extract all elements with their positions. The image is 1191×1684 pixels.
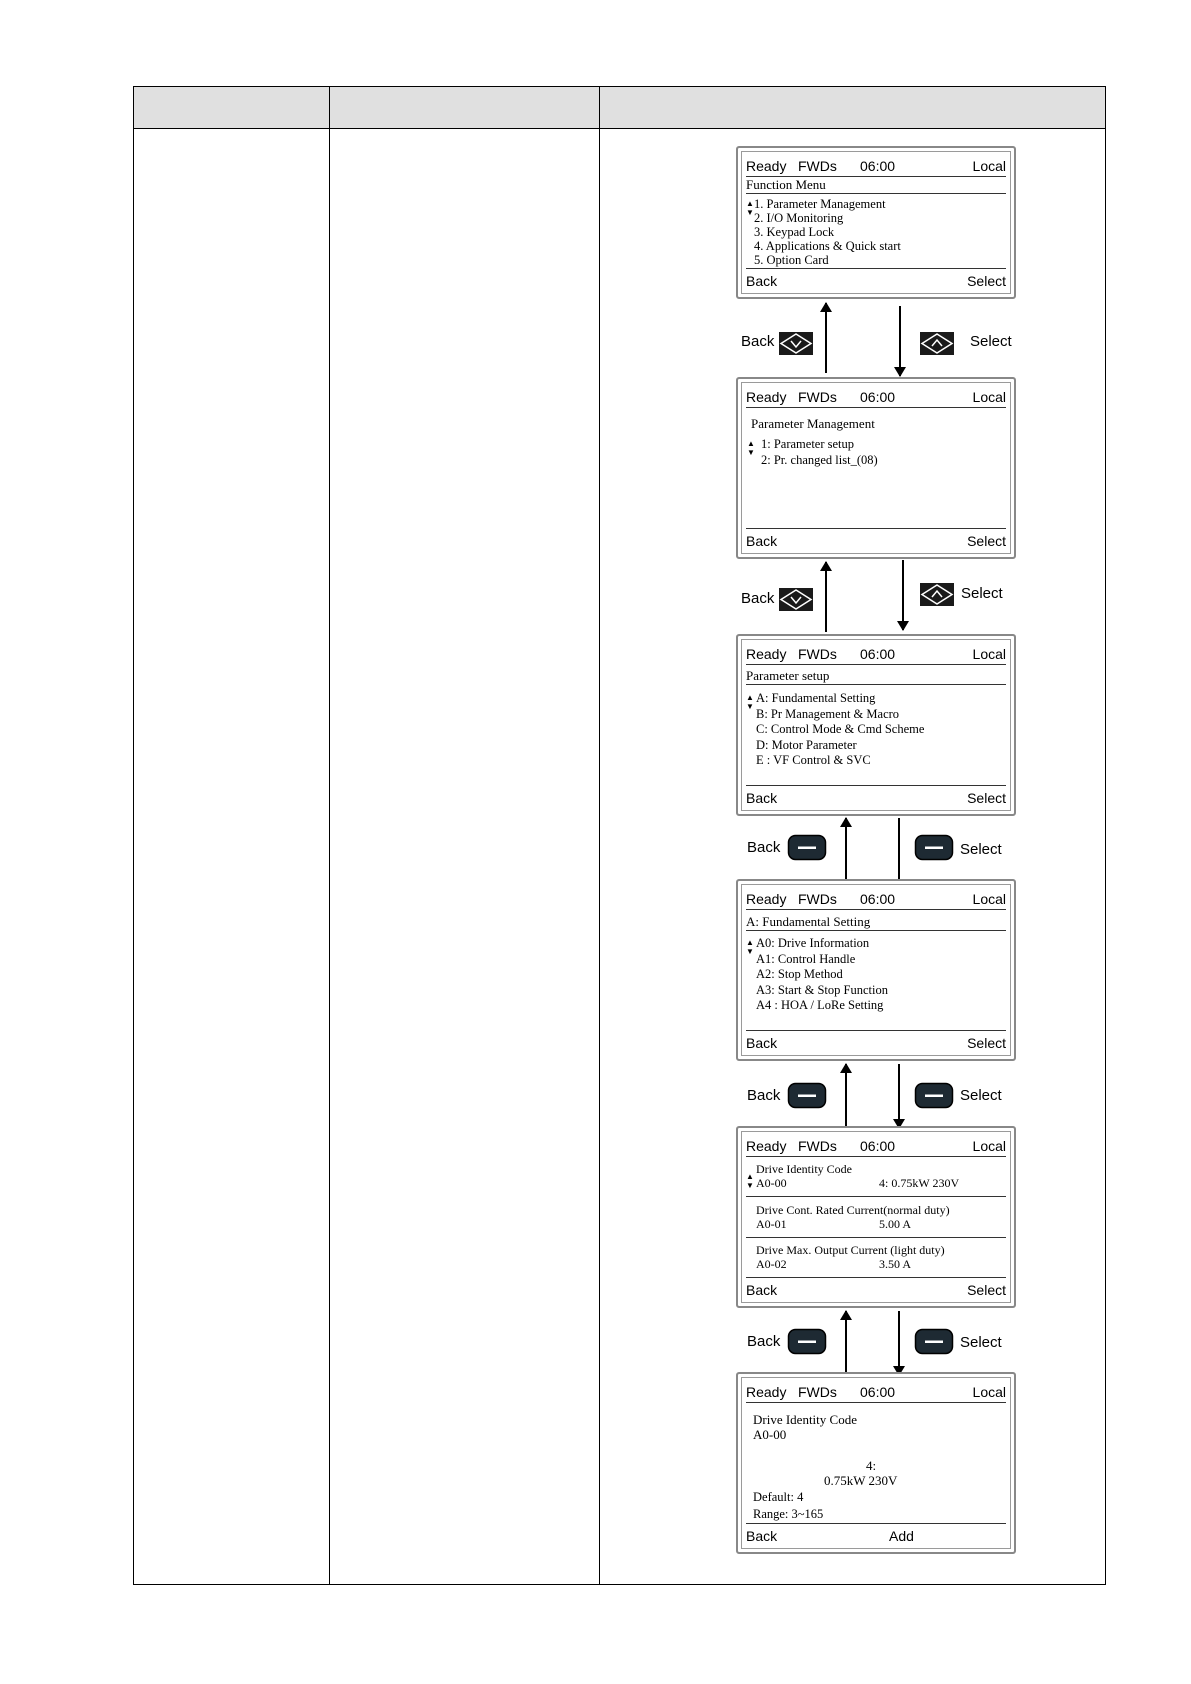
soft-key-bar — [746, 1030, 1006, 1053]
back-label: Back — [741, 590, 775, 607]
status-bar: Ready FWDs 06:00 Local — [746, 889, 1006, 910]
value-index[interactable]: 4: — [866, 1458, 877, 1473]
menu-item[interactable]: A0: Drive Information — [756, 936, 870, 950]
select-arrow — [898, 1064, 900, 1128]
param-code: A0-02 — [756, 1257, 787, 1271]
up-key-icon[interactable] — [920, 583, 954, 606]
back-softkey[interactable]: Back — [746, 1035, 778, 1051]
select-softkey[interactable]: Select — [967, 1282, 1006, 1298]
menu-item[interactable]: 1. Parameter Management — [754, 197, 886, 211]
back-softkey[interactable]: Back — [746, 273, 778, 289]
menu-item[interactable]: A2: Stop Method — [756, 967, 843, 981]
select-arrow — [899, 306, 901, 376]
status-bar: Ready FWDs 06:00 Local — [746, 644, 1006, 665]
column-divider — [329, 87, 330, 1584]
param-value: 5.00 A — [879, 1217, 912, 1231]
menu-item[interactable]: 3. Keypad Lock — [754, 225, 835, 239]
param-name[interactable]: Drive Identity Code — [756, 1162, 852, 1176]
back-softkey[interactable]: Back — [746, 1282, 778, 1298]
soft-key-bar — [746, 528, 1006, 551]
value-range: Range: 3~165 — [753, 1507, 824, 1521]
soft-key-bar — [746, 1277, 1006, 1300]
document-table — [133, 86, 1106, 1585]
menu-item[interactable]: C: Control Mode & Cmd Scheme — [756, 722, 925, 736]
default-value: Default: 4 — [753, 1490, 804, 1504]
column-divider — [599, 87, 600, 1584]
param-code: A0-00 — [756, 1176, 787, 1190]
param-value: 3.50 A — [879, 1257, 912, 1271]
select-label: Select — [960, 841, 1002, 858]
screen-parameter-setup — [736, 634, 1016, 816]
scroll-updown-icon: ▲ ▼ — [746, 1172, 754, 1190]
param-code: A0-00 — [753, 1427, 787, 1442]
menu-item[interactable]: A1: Control Handle — [756, 952, 856, 966]
enter-key-icon[interactable] — [914, 1082, 954, 1109]
select-arrow — [898, 1311, 900, 1375]
select-softkey[interactable]: Select — [967, 1035, 1006, 1051]
down-key-icon[interactable] — [779, 588, 813, 611]
param-name[interactable]: Drive Cont. Rated Current(normal duty) — [756, 1203, 950, 1217]
screen-drive-information — [736, 1126, 1016, 1308]
param-code: A0-01 — [756, 1217, 787, 1231]
screen-fundamental-setting — [736, 879, 1016, 1061]
screen-title: A: Fundamental Setting — [746, 913, 1006, 931]
divider — [746, 1237, 1006, 1238]
enter-key-icon[interactable] — [787, 1328, 827, 1355]
screen-function-menu — [736, 146, 1016, 299]
back-label: Back — [747, 1333, 781, 1350]
select-softkey[interactable]: Select — [967, 273, 1006, 289]
menu-item[interactable]: 2: Pr. changed list_(08) — [761, 453, 878, 467]
select-label: Select — [960, 1087, 1002, 1104]
back-softkey[interactable]: Back — [746, 1528, 778, 1544]
back-arrow — [845, 1311, 847, 1375]
status-bar: Ready FWDs 06:00 Local — [746, 156, 1006, 177]
menu-item[interactable]: 4. Applications & Quick start — [754, 239, 901, 253]
add-softkey[interactable]: Add — [889, 1528, 914, 1544]
divider — [746, 1196, 1006, 1197]
menu-item[interactable]: 5. Option Card — [754, 253, 829, 267]
back-arrow — [845, 1064, 847, 1128]
menu-item[interactable]: A4 : HOA / LoRe Setting — [756, 998, 884, 1012]
status-bar: Ready FWDs 06:00 Local — [746, 1382, 1006, 1403]
back-arrow — [825, 303, 827, 373]
scroll-updown-icon: ▲ ▼ — [746, 938, 754, 956]
select-label: Select — [961, 585, 1003, 602]
back-arrow — [825, 562, 827, 632]
scroll-updown-icon: ▲ ▼ — [746, 199, 754, 217]
down-key-icon[interactable] — [779, 332, 813, 355]
select-arrow — [898, 818, 900, 888]
param-name: Drive Identity Code — [753, 1412, 857, 1427]
back-softkey[interactable]: Back — [746, 533, 778, 549]
enter-key-icon[interactable] — [787, 834, 827, 861]
menu-item[interactable]: A: Fundamental Setting — [756, 691, 876, 705]
param-value: 4: 0.75kW 230V — [879, 1176, 960, 1190]
param-name[interactable]: Drive Max. Output Current (light duty) — [756, 1243, 945, 1257]
back-label: Back — [747, 839, 781, 856]
screen-title: Parameter setup — [746, 667, 1006, 685]
screen-parameter-management — [736, 377, 1016, 559]
soft-key-bar — [746, 268, 1006, 291]
screen-title: Function Menu — [746, 176, 1006, 194]
menu-item[interactable]: B: Pr Management & Macro — [756, 707, 900, 721]
status-bar: Ready FWDs 06:00 Local — [746, 387, 1006, 408]
screen-title: Parameter Management — [751, 416, 875, 431]
enter-key-icon[interactable] — [914, 834, 954, 861]
soft-key-bar — [746, 1523, 1006, 1546]
scroll-updown-icon: ▲ ▼ — [747, 439, 755, 457]
menu-item[interactable]: 2. I/O Monitoring — [754, 211, 844, 225]
select-arrow — [902, 560, 904, 630]
menu-item[interactable]: 1: Parameter setup — [761, 437, 855, 451]
enter-key-icon[interactable] — [787, 1082, 827, 1109]
back-label: Back — [747, 1087, 781, 1104]
scroll-updown-icon: ▲ ▼ — [746, 693, 754, 711]
back-label: Back — [741, 333, 775, 350]
back-arrow — [845, 818, 847, 888]
status-bar: Ready FWDs 06:00 Local — [746, 1136, 1006, 1157]
soft-key-bar — [746, 785, 1006, 808]
menu-item[interactable]: A3: Start & Stop Function — [756, 983, 888, 997]
select-label: Select — [970, 333, 1012, 350]
select-softkey[interactable]: Select — [967, 790, 1006, 806]
select-label: Select — [960, 1334, 1002, 1351]
back-softkey[interactable]: Back — [746, 790, 778, 806]
select-softkey[interactable]: Select — [967, 533, 1006, 549]
menu-item[interactable]: D: Motor Parameter — [756, 738, 857, 752]
screen-drive-identity-code — [736, 1372, 1016, 1554]
menu-item[interactable]: E : VF Control & SVC — [756, 753, 871, 767]
up-key-icon[interactable] — [920, 332, 954, 355]
enter-key-icon[interactable] — [914, 1328, 954, 1355]
table-header-row — [134, 87, 1105, 129]
value-text[interactable]: 0.75kW 230V — [824, 1473, 898, 1488]
